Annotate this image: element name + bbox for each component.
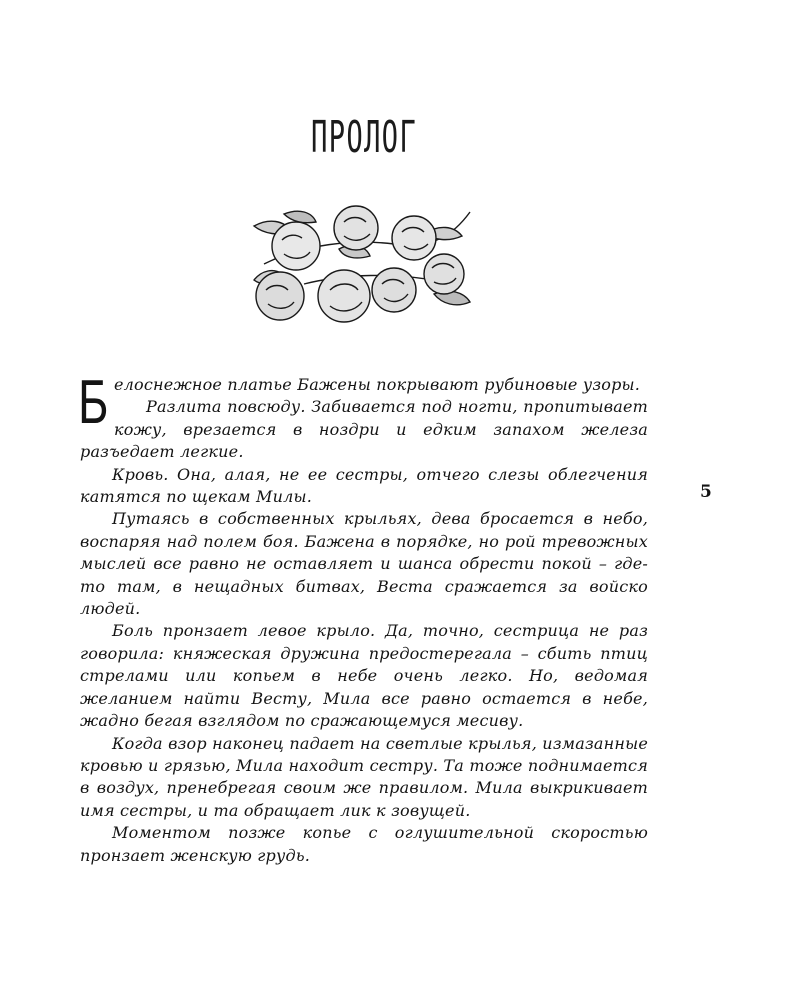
paragraph: Боль пронзает левое крыло. Да, точно, сестрица не раз говорила: княжеская дружина предостерегала – сбить птиц стрелами или копьем в небе очень легко. Но, ведомая желанием найти Весту, Мила все равно остается в небе, жадно бегая взглядом по сражающемуся месиву. xyxy=(80,621,648,731)
paragraph: Белоснежное платье Бажены покрывают рубиновые узоры. xyxy=(78,368,641,437)
paragraph: Путаясь в собственных крыльях, дева бросается в небо, воспаряя над полем боя. Бажена в порядке, но рой тревожных мыслей все равно не оставляет и шанса обрести покой – где-то там, в нещадных битвах, Веста сражается за войско людей. xyxy=(80,509,648,619)
prologue-body xyxy=(78,368,648,867)
paragraph: Моментом позже копье с оглушительной скоростью пронзает женскую грудь. xyxy=(80,823,648,865)
paragraph: Кровь. Она, алая, не ее сестры, отчего слезы облегчения катятся по щекам Милы. xyxy=(80,464,648,507)
page-number: 5 xyxy=(700,482,712,502)
apple-branch-illustration-icon xyxy=(244,204,480,328)
drop-cap: Б xyxy=(78,368,109,437)
paragraph: Когда взор наконец падает на светлые крылья, измазанные кровью и грязью, Мила находит сестру. Та тоже поднимается в воздух, пренебрегая своим же правилом. Мила выкрикивает имя сестры, и та обращает лик к зовущей. xyxy=(80,733,648,820)
paragraph: Разлита повсюду. Забивается под ногти, пропитывает кожу, врезается в ноздри и едким запахом железа разъедает легкие. xyxy=(80,397,648,462)
chapter-title: ПРОЛОГ xyxy=(310,112,417,163)
